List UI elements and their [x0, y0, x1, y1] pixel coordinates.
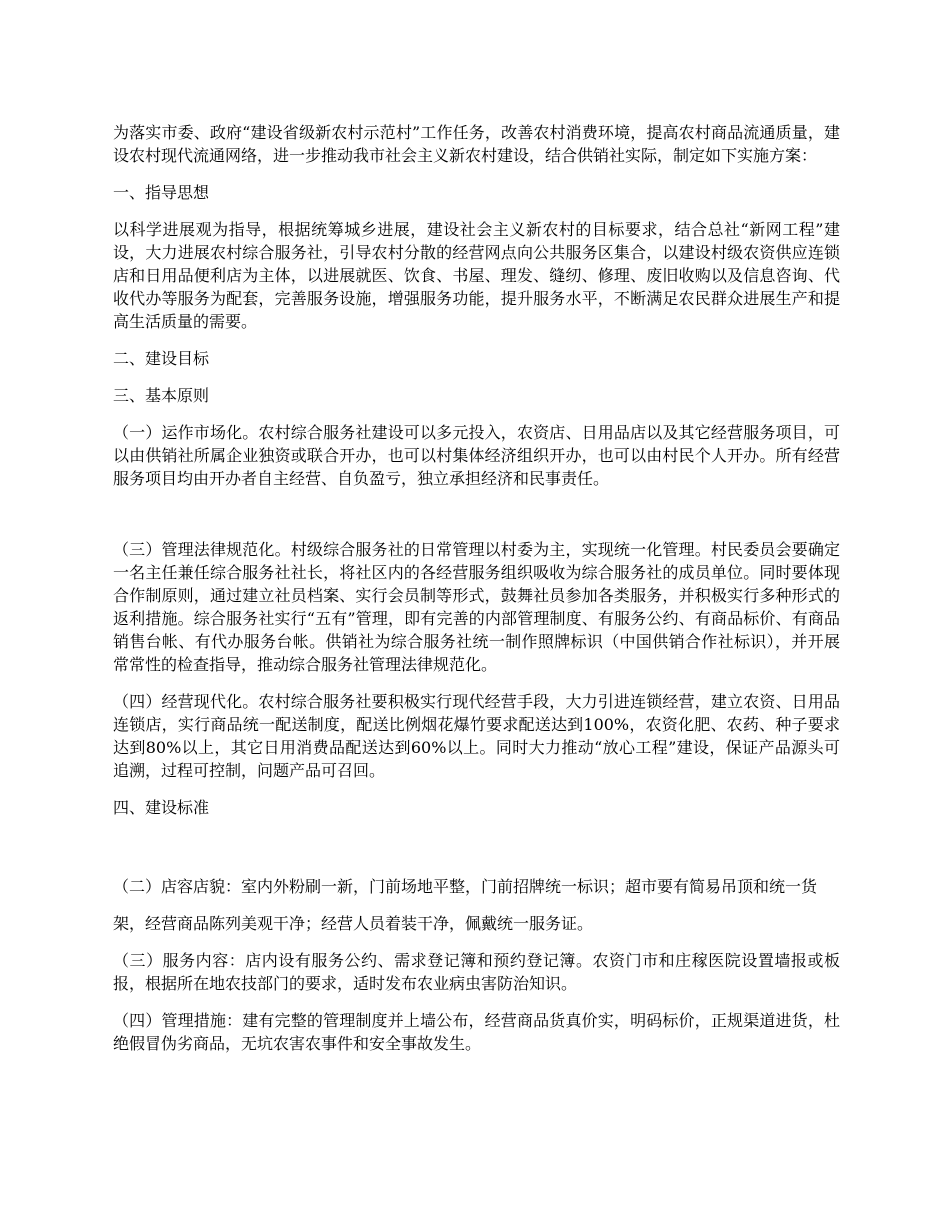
section-heading-principles: 三、基本原则 [113, 386, 210, 405]
section-heading-guiding-thought: 一、指导思想 [113, 183, 210, 202]
principle-4-paragraph: （四）经营现代化。农村综合服务社要积极实行现代经营手段，大力引进连锁经营，建立农资、日用品连锁店，实行商品统一配送制度，配送比例烟花爆竹要求配送达到100%，农资化肥、农药、种子要求达到80%以上，其它日用消费品配送达到60%以上。同时大力推动“放心工程”建设，保证产品源头可追溯，过程可控制，问题产品可召回。 [113, 692, 840, 780]
standard-4-paragraph: （四）管理措施：建有完整的管理制度并上墙公布，经营商品货真价实，明码标价，正规渠道进货，杜绝假冒伪劣商品，无坑农害农事件和安全事故发生。 [113, 1011, 840, 1053]
principle-1-paragraph: （一）运作市场化。农村综合服务社建设可以多元投入，农资店、日用品店以及其它经营服务项目，可以由供销社所属企业独资或联合开办，也可以村集体经济组织开办，也可以由村民个人开办。所有经营服务项目均由开办者自主经营、自负盈亏，独立承担经济和民事责任。 [113, 423, 840, 488]
standard-2-paragraph: （二）店容店貌：室内外粉刷一新，门前场地平整，门前招牌统一标识；超市要有简易吊顶和统一货 [113, 877, 818, 896]
section-heading-standards: 四、建设标准 [113, 798, 210, 817]
document-body [113, 121, 840, 1069]
section-heading-goals: 二、建设目标 [113, 349, 210, 368]
principle-3-paragraph: （三）管理法律规范化。村级综合服务社的日常管理以村委为主，实现统一化管理。村民委员会要确定一名主任兼任综合服务社社长，将社区内的各经营服务组织吸收为综合服务社的成员单位。同时要体现合作制原则，通过建立社员档案、实行会员制等形式，鼓舞社员参加各类服务，并积极实行多种形式的返利措施。综合服务社实行“五有”管理，即有完善的内部管理制度、有服务公约、有商品标价、有商品销售台帐、有代办服务台帐。供销社为综合服务社统一制作照牌标识（中国供销合作社标识），并开展常常性的检查指导，推动综合服务社管理法律规范化。 [113, 540, 840, 674]
guiding-thought-paragraph: 以科学进展观为指导，根据统筹城乡进展，建设社会主义新农村的目标要求，结合总社“新网工程”建设，大力进展农村综合服务社，引导农村分散的经营网点向公共服务区集合，以建设村级农资供应连锁店和日用品便利店为主体，以进展就医、饮食、书屋、理发、缝纫、修理、废旧收购以及信息咨询、代收代办等服务为配套，完善服务设施，增强服务功能，提升服务水平，不断满足农民群众进展生产和提高生活质量的需要。 [113, 220, 840, 331]
blank-gap [113, 504, 840, 538]
intro-paragraph: 为落实市委、政府“建设省级新农村示范村”工作任务，改善农村消费环境，提高农村商品流通质量，建设农村现代流通网络，进一步推动我市社会主义新农村建设，结合供销社实际，制定如下实施方案： [113, 123, 840, 165]
blank-gap [113, 833, 840, 875]
standard-2-continuation: 架，经营商品陈列美观干净；经营人员着装干净，佩戴统一服务证。 [113, 914, 594, 933]
standard-3-paragraph: （三）服务内容：店内设有服务公约、需求登记簿和预约登记簿。农资门市和庄稼医院设置墙报或板报，根据所在地农技部门的要求，适时发布农业病虫害防治知识。 [113, 951, 840, 993]
